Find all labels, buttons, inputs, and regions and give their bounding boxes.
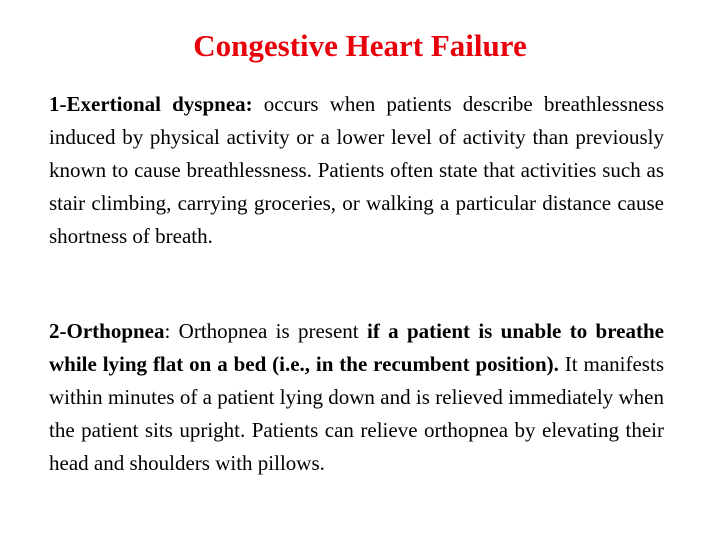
orthopnea-text-rest: It manifests within minutes of a patient lying down and is relieved immediately when the patient sits upright. Patients can relieve orthopnea by elevating their head and shoulders with pillows. <box>49 352 664 475</box>
orthopnea-heading: 2-Orthopnea <box>49 319 165 343</box>
exertional-dyspnea-text: occurs when patients describe breathlessness induced by physical activity or a lower level of activity than previously known to cause breathlessness. Patients often state that activities such as stair climbing, carrying groceries, or walking a particular distance cause shortness of breath. <box>49 92 664 248</box>
orthopnea-paragraph <box>49 315 664 480</box>
orthopnea-text-intro: : Orthopnea is present <box>164 319 367 343</box>
slide-title: Congestive Heart Failure <box>193 28 527 63</box>
exertional-dyspnea-heading: 1-Exertional dyspnea: <box>49 92 253 116</box>
orthopnea-definition: if a patient is unable to breathe while lying flat on a bed (i.e., in the recumbent position). <box>49 319 664 376</box>
exertional-dyspnea-paragraph <box>49 88 664 253</box>
